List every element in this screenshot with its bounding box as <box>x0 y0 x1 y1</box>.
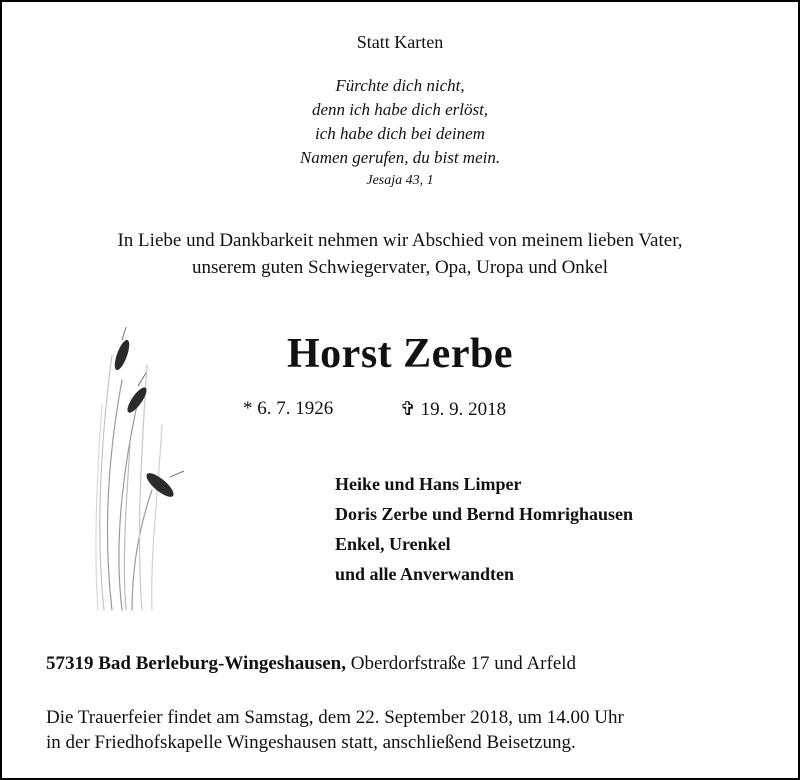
verse-line: Fürchte dich nicht, <box>335 76 465 95</box>
address <box>46 653 576 675</box>
birth-date: * 6. 7. 1926 <box>243 398 334 419</box>
bible-verse <box>0 74 800 170</box>
death-date: ✞ 19. 9. 2018 <box>400 399 507 420</box>
intro-line: In Liebe und Dankbarkeit nehmen wir Abschied von meinem lieben Vater, <box>117 230 683 251</box>
verse-line: denn ich habe dich erlöst, <box>311 100 489 119</box>
deceased-name: Horst Zerbe <box>287 331 513 377</box>
intro-text <box>0 227 800 281</box>
header-note: Statt Karten <box>356 32 444 52</box>
verse-reference: Jesaja 43, 1 <box>366 173 434 188</box>
address-place: 57319 Bad Berleburg-Wingeshausen, <box>46 653 346 674</box>
mourner-line: Doris Zerbe und Bernd Homrighausen <box>335 504 634 524</box>
mourners-list <box>335 469 633 589</box>
intro-line: unserem guten Schwiegervater, Opa, Uropa und Onkel <box>191 257 609 278</box>
mourner-line: Heike und Hans Limper <box>335 474 522 494</box>
verse-line: Namen gerufen, du bist mein. <box>299 148 501 167</box>
verse-line: ich habe dich bei deinem <box>315 124 485 143</box>
mourner-line: Enkel, Urenkel <box>335 534 451 554</box>
mourner-line: und alle Anverwandten <box>335 564 515 584</box>
address-street: Oberdorfstraße 17 und Arfeld <box>350 653 577 674</box>
service-info <box>46 705 624 755</box>
service-line: in der Friedhofskapelle Wingeshausen statt, anschließend Beisetzung. <box>46 732 576 753</box>
service-line: Die Trauerfeier findet am Samstag, dem 22. September 2018, um 14.00 Uhr <box>46 707 624 728</box>
